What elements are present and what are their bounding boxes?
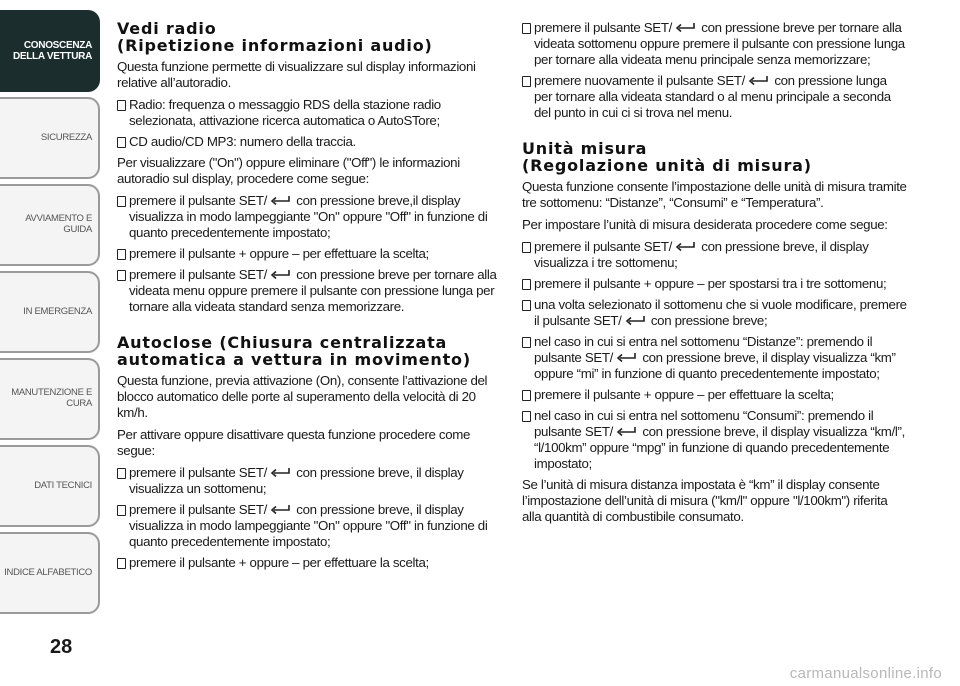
list-item: premere il pulsante SET/ con pressione breve, il display visualizza in modo lampeggiante "On" oppure "Off" in funzione di quanto precedentemente impostato;	[117, 502, 501, 550]
right-column	[522, 20, 908, 531]
list-item: Radio: frequenza o messaggio RDS della stazione radio selezionata, attivazione ricerca automatica o AutoSTore;	[117, 97, 501, 129]
set-return-icon	[269, 268, 291, 280]
paragraph: Questa funzione, previa attivazione (On), consente l’attivazione del blocco automatico delle porte al superamento della velocità di 20 km/h.	[117, 373, 488, 420]
tab-sicurezza[interactable]: SICUREZZA	[0, 97, 100, 179]
list-item: premere il pulsante + oppure – per effettuare la scelta;	[522, 387, 908, 403]
list-item: nel caso in cui si entra nel sottomenu “Distanze”: premendo il pulsante SET/ con pressione breve, il display visualizza “km” oppure “mi” in funzione di quanto precedentemente impostato;	[522, 334, 908, 382]
left-column	[117, 20, 501, 576]
set-return-icon	[615, 425, 637, 437]
section-title-vedi-radio: Vedi radio (Ripetizione informazioni audio)	[117, 19, 433, 55]
set-return-icon	[674, 21, 696, 33]
paragraph: Per attivare oppure disattivare questa funzione procedere come segue:	[117, 427, 471, 458]
list-item: premere il pulsante + oppure – per effettuare la scelta;	[117, 555, 501, 571]
page-number: 28	[50, 636, 73, 658]
set-return-icon	[269, 503, 291, 515]
list-item: una volta selezionato il sottomenu che si vuole modificare, premere il pulsante SET/ con pressione breve;	[522, 297, 908, 329]
chapter-tabs	[0, 10, 100, 619]
list-item: premere il pulsante SET/ con pressione breve,il display visualizza in modo lampeggiante "On" oppure "Off" in funzione di quanto precedentemente impostato;	[117, 193, 501, 241]
tab-avviamento-e-guida[interactable]: AVVIAMENTO E GUIDA	[0, 184, 100, 266]
list-item: premere il pulsante SET/ con pressione breve, il display visualizza i tre sottomenu;	[522, 239, 908, 271]
set-return-icon	[747, 74, 769, 86]
tab-indice-alfabetico[interactable]: INDICE ALFABETICO	[0, 532, 100, 614]
paragraph: Per impostare l’unità di misura desiderata procedere come segue:	[522, 217, 888, 232]
paragraph: Questa funzione consente l’impostazione delle unità di misura tramite tre sottomenu: “Distanze”, “Consumi” e “Temperatura”.	[522, 179, 907, 210]
list-item: nel caso in cui si entra nel sottomenu “Consumi”: premendo il pulsante SET/ con pressione breve, il display visualizza “km/l”, “l/100km” oppure “mpg” in funzione di quando precedentemente impostato;	[522, 408, 908, 472]
list-item: premere il pulsante + oppure – per effettuare la scelta;	[117, 246, 501, 262]
section-title-unita-misura: Unità misura (Regolazione unità di misura)	[522, 139, 812, 175]
set-return-icon	[615, 351, 637, 363]
list-item: premere il pulsante SET/ con pressione breve per tornare alla videata menu oppure premere il pulsante con pressione lunga per tornare alla videata standard senza memorizzare.	[117, 267, 501, 315]
set-return-icon	[269, 466, 291, 478]
list-item: premere il pulsante SET/ con pressione breve, il display visualizza un sottomenu;	[117, 465, 501, 497]
list-item: premere nuovamente il pulsante SET/ con pressione lunga per tornare alla videata standard o al menu principale a seconda del punto in cui ci si trova nel menu.	[522, 73, 908, 121]
list-item: premere il pulsante SET/ con pressione breve per tornare alla videata sottomenu oppure premere il pulsante con pressione lunga per tornare alla videata menu principale senza memorizzare;	[522, 20, 908, 68]
paragraph: Questa funzione permette di visualizzare sul display informazioni relative all’autoradio.	[117, 59, 476, 90]
tab-manutenzione-e-cura[interactable]: MANUTENZIONE E CURA	[0, 358, 100, 440]
paragraph: Per visualizzare ("On") oppure eliminare ("Off") le informazioni autoradio sul display, procedere come segue:	[117, 155, 460, 186]
tab-conoscenza-della-vettura[interactable]: CONOSCENZA DELLA VETTURA	[0, 10, 100, 92]
set-return-icon	[674, 240, 696, 252]
list-item: premere il pulsante + oppure – per spostarsi tra i tre sottomenu;	[522, 276, 908, 292]
footer-watermark: carmanualsonline.info	[789, 665, 942, 682]
tab-dati-tecnici[interactable]: DATI TECNICI	[0, 445, 100, 527]
paragraph: Se l’unità di misura distanza impostata è “km” il display consente l’impostazione dell’unità di misura ("km/l" oppure "l/100km") riferita alla quantità di combustibile consumato.	[522, 477, 888, 524]
section-title-autoclose: Autoclose (Chiusura centralizzata automatica a vettura in movimento)	[117, 333, 471, 369]
set-return-icon	[269, 194, 291, 206]
list-item: CD audio/CD MP3: numero della traccia.	[117, 134, 501, 150]
set-return-icon	[624, 314, 646, 326]
tab-in-emergenza[interactable]: IN EMERGENZA	[0, 271, 100, 353]
